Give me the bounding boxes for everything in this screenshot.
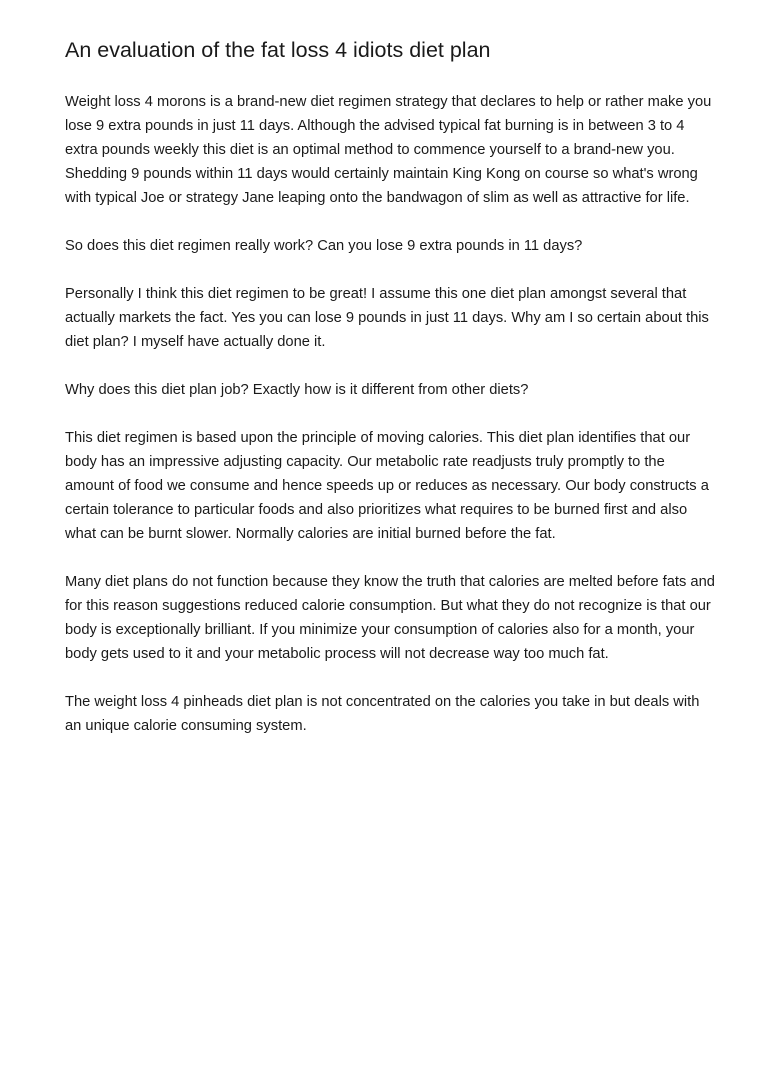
paragraph-6: Many diet plans do not function because they know the truth that calories are melted before fats and for this reason suggestions reduced calorie consumption. But what they do not recognize is that our body is exceptionally brilliant. If you minimize your consumption of calories also for a month, your body gets used to it and your metabolic process will not decrease way too much fat. (65, 574, 715, 662)
paragraph-7: The weight loss 4 pinheads diet plan is not concentrated on the calories you take in but deals with an unique calorie consuming system. (65, 694, 700, 734)
document-page (65, 36, 715, 762)
paragraph-1: Weight loss 4 morons is a brand-new diet regimen strategy that declares to help or rather make you lose 9 extra pounds in just 11 days. Although the advised typical fat burning is in between 3 to 4 extra pounds weekly this diet is an optimal method to commence yourself to a brand-new you. Shedding 9 pounds within 11 days would certainly maintain King Kong on course so what's wrong with typical Joe or strategy Jane leaping onto the bandwagon of slim as well as attractive for life. (65, 94, 712, 206)
document-title: An evaluation of the fat loss 4 idiots diet plan (65, 38, 491, 62)
paragraph-3: Personally I think this diet regimen to be great! I assume this one diet plan amongst several that actually markets the fact. Yes you can lose 9 pounds in just 11 days. Why am I so certain about this diet plan? I myself have actually done it. (65, 286, 709, 350)
paragraph-5: This diet regimen is based upon the principle of moving calories. This diet plan identifies that our body has an impressive adjusting capacity. Our metabolic rate readjusts truly promptly to the amount of food we consume and hence speeds up or reduces as necessary. Our body constructs a certain tolerance to particular foods and also prioritizes what requires to be burned first and also what can be burnt slower. Normally calories are initial burned before the fat. (65, 430, 709, 542)
paragraph-4: Why does this diet plan job? Exactly how is it different from other diets? (65, 382, 529, 398)
paragraph-2: So does this diet regimen really work? Can you lose 9 extra pounds in 11 days? (65, 238, 583, 254)
